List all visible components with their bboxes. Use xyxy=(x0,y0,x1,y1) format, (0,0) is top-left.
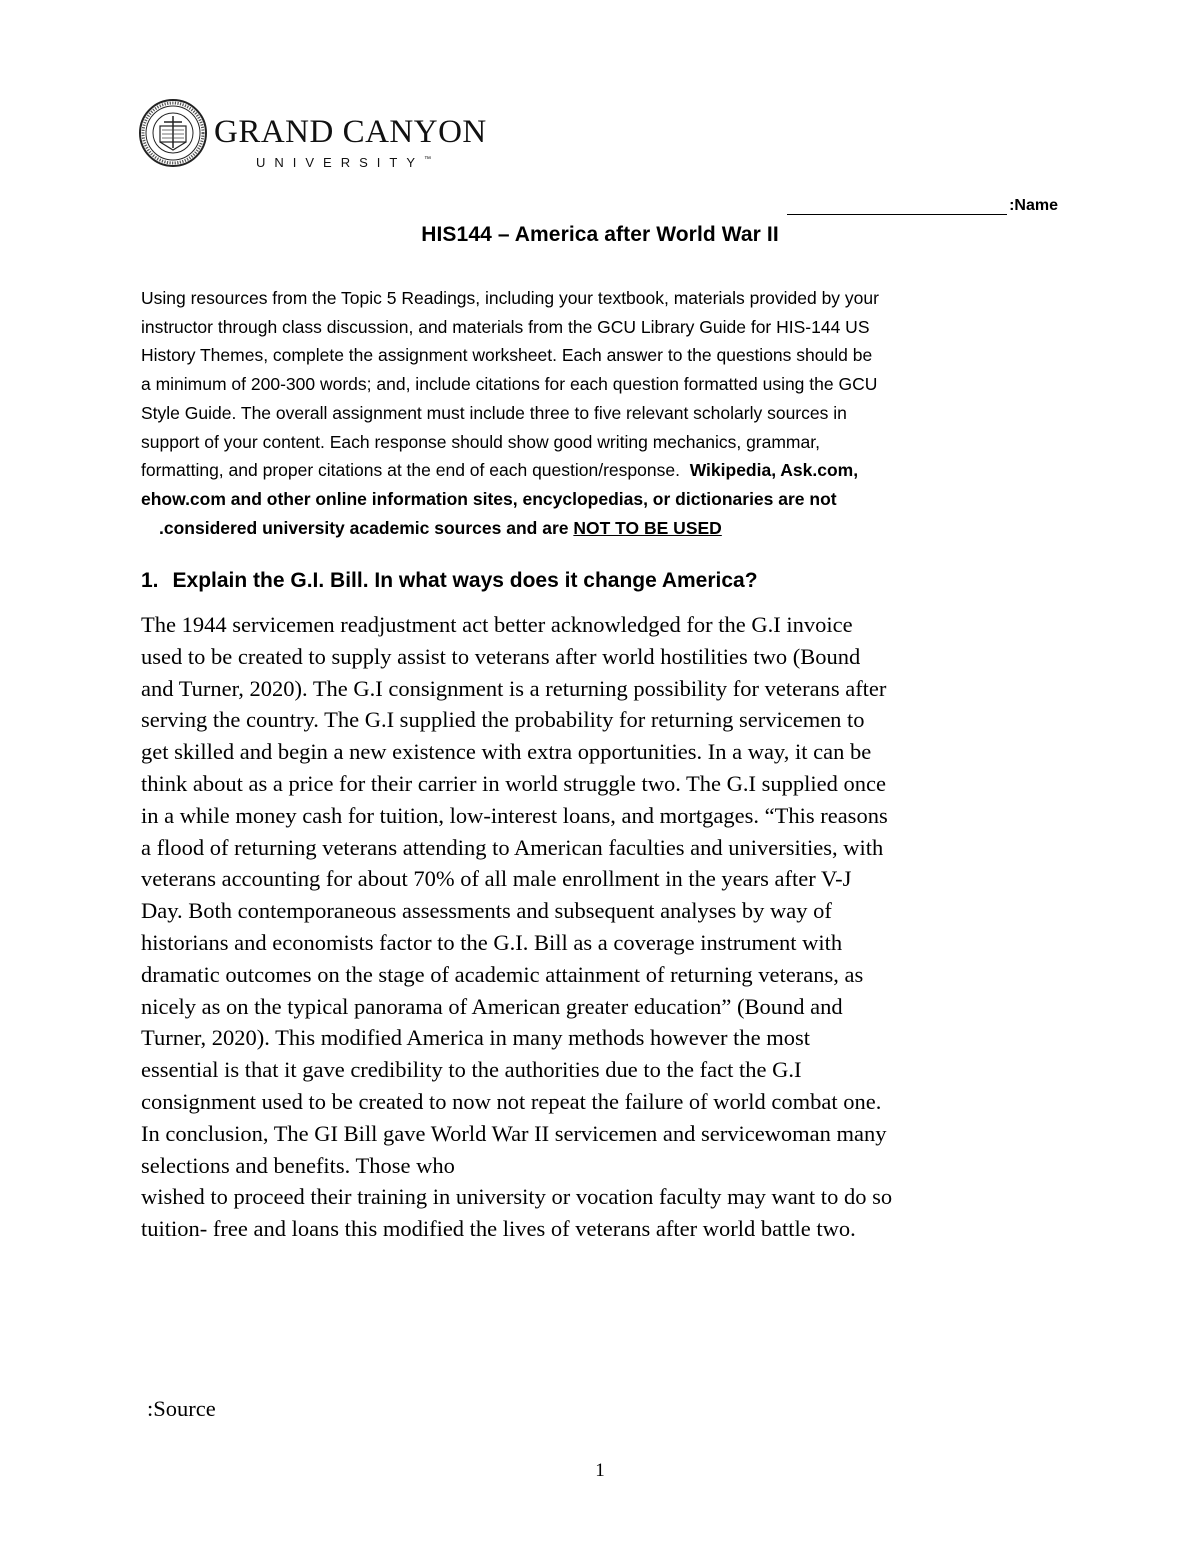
answer-line: get skilled and begin a new existence with extra opportunities. In a way, it can be xyxy=(141,739,872,765)
answer-line: In conclusion, The GI Bill gave World War II servicemen and servicewoman many xyxy=(141,1120,887,1146)
answer-line: serving the country. The G.I supplied the probability for returning servicemen to xyxy=(141,707,865,733)
name-field xyxy=(787,196,1058,215)
instructions-paragraph xyxy=(141,284,1081,542)
university-seal-icon xyxy=(138,98,208,168)
name-blank-line xyxy=(787,196,1007,215)
answer-line: used to be created to supply assist to veterans after world hostilities two (Bound xyxy=(141,643,861,669)
instruction-line: Using resources from the Topic 5 Readings, including your textbook, materials provided by your xyxy=(141,288,879,308)
instruction-line: Style Guide. The overall assignment must include three to five relevant scholarly sources in xyxy=(141,402,847,423)
answer-line: dramatic outcomes on the stage of academic attainment of returning veterans, as xyxy=(141,961,864,987)
answer-line: historians and economists factor to the G.I. Bill as a coverage instrument with xyxy=(141,929,843,955)
answer-line: a flood of returning veterans attending to American faculties and universities, with xyxy=(141,834,884,860)
university-logo xyxy=(138,98,487,170)
warning-text: ehow.com and other online information sites, encyclopedias, or dictionaries are not xyxy=(141,488,837,509)
answer-line: Day. Both contemporaneous assessments and subsequent analyses by way of xyxy=(141,898,832,924)
instruction-line: instructor through class discussion, and materials from the GCU Library Guide for HIS-144 US xyxy=(141,316,870,337)
name-label: :Name xyxy=(1009,197,1058,214)
university-subtitle: UNIVERSITY™ xyxy=(256,155,432,170)
page-title: HIS144 – America after World War II xyxy=(421,223,779,246)
warning-text: Wikipedia, Ask.com, xyxy=(689,460,859,481)
answer-1 xyxy=(141,609,1071,1245)
answer-line: and Turner, 2020). The G.I consignment is a returning possibility for veterans after xyxy=(141,675,887,701)
answer-line: The 1944 servicemen readjustment act better acknowledged for the G.I invoice xyxy=(141,612,853,637)
answer-line: nicely as on the typical panorama of American greater education” (Bound and xyxy=(141,993,843,1019)
answer-line: think about as a price for their carrier in world struggle two. The G.I supplied once xyxy=(141,770,886,796)
instruction-line: History Themes, complete the assignment worksheet. Each answer to the questions should be xyxy=(141,345,873,366)
answer-line: essential is that it gave credibility to the authorities due to the fact the G.I xyxy=(141,1057,802,1083)
instruction-line: a minimum of 200-300 words; and, include citations for each question formatted using the GCU xyxy=(141,374,878,395)
answer-line: tuition- free and loans this modified the lives of veterans after world battle two. xyxy=(141,1216,856,1242)
not-to-be-used-text: NOT TO BE USED xyxy=(573,517,722,538)
question-number: 1. xyxy=(141,569,159,592)
university-name: GRAND CANYON xyxy=(214,114,487,150)
answer-line: wished to proceed their training in university or vocation faculty may want to do so xyxy=(141,1184,893,1210)
answer-line: consignment used to be created to now not repeat the failure of world combat one. xyxy=(141,1088,882,1114)
instruction-line: support of your content. Each response should show good writing mechanics, grammar, xyxy=(141,431,820,452)
answer-line: veterans accounting for about 70% of all male enrollment in the years after V-J xyxy=(141,866,852,892)
page-number: 1 xyxy=(595,1460,605,1481)
source-label: :Source xyxy=(147,1396,216,1421)
answer-line: selections and benefits. Those who xyxy=(141,1152,455,1178)
instruction-line: formatting, and proper citations at the end of each question/response. Wikipedia, Ask.com, xyxy=(141,460,859,481)
answer-line: Turner, 2020). This modified America in many methods however the most xyxy=(141,1025,811,1051)
question-text: Explain the G.I. Bill. In what ways does it change America? xyxy=(172,569,758,592)
answer-line: in a while money cash for tuition, low-interest loans, and mortgages. “This reasons xyxy=(141,802,888,828)
warning-text: .considered university academic sources and are NOT TO BE USED xyxy=(159,517,722,538)
question-1 xyxy=(141,569,758,593)
